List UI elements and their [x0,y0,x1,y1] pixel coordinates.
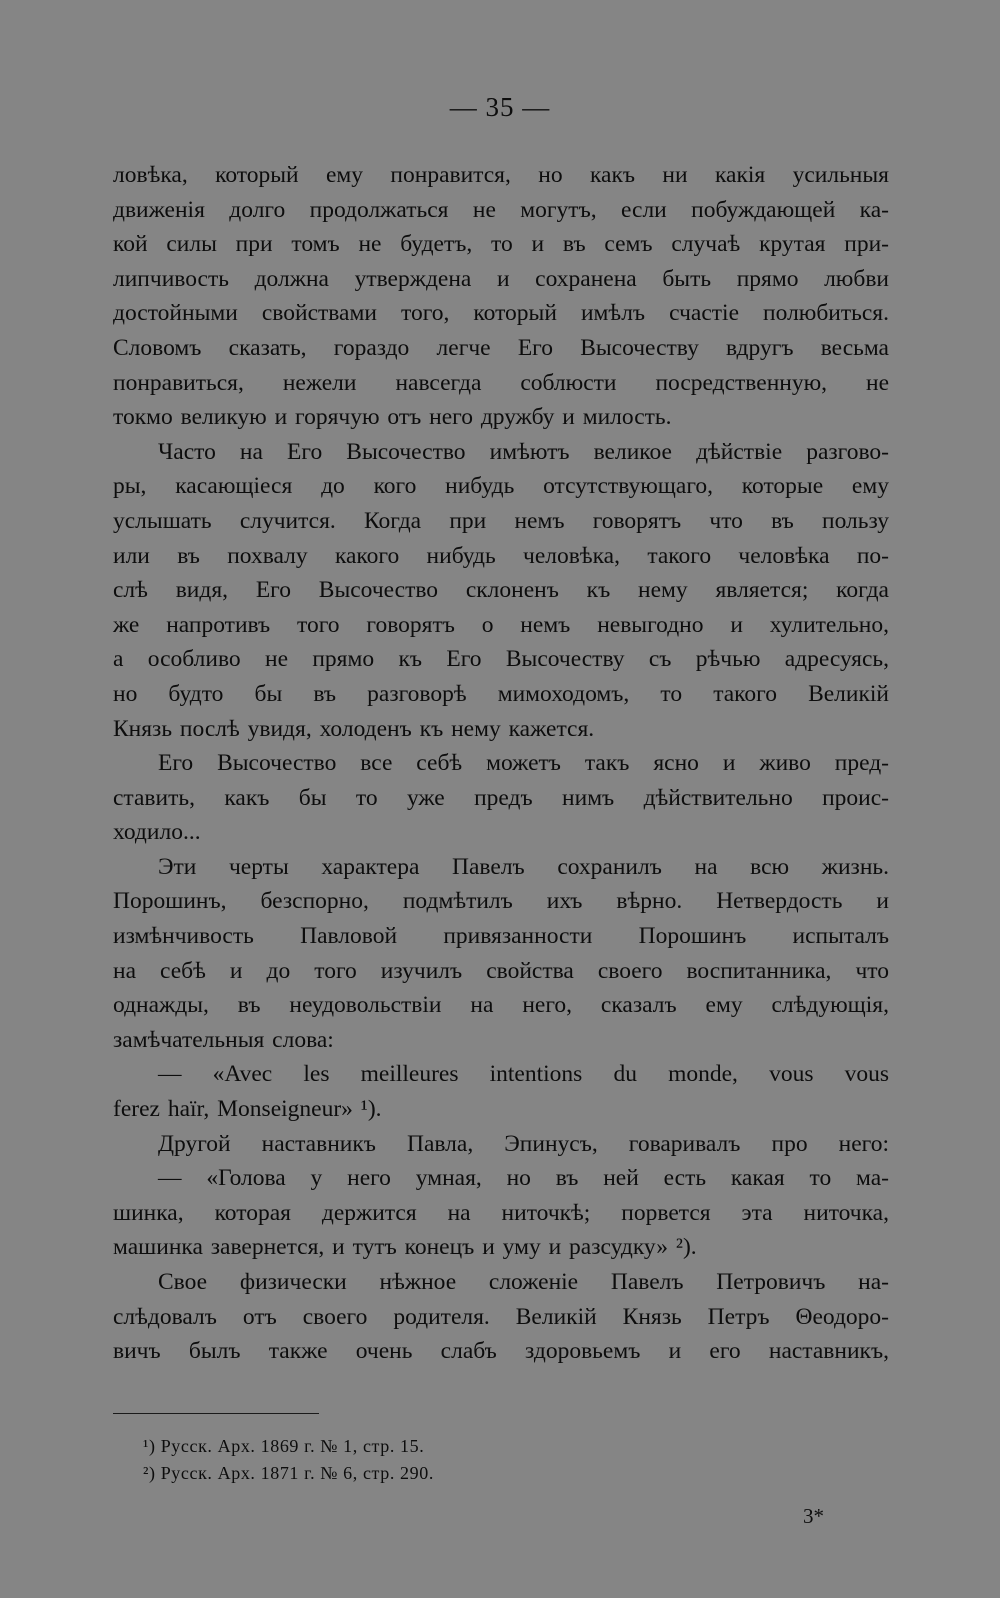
text-line: Князь послѣ увидя, холоденъ къ нему кажется. [113,715,595,742]
text-line: ставить, какъ бы то уже предъ нимъ дѣйствительно проис- [113,784,889,811]
text-line: замѣчательныя слова: [113,1026,334,1053]
text-line: движенія долго продолжаться не могутъ, если побуждающей ка- [113,196,889,223]
text-line: Часто на Его Высочество имѣютъ великое дѣйствіе разгово- [158,438,889,465]
paragraph [113,1161,889,1265]
footnote: ¹) Русск. Арх. 1869 г. № 1, стр. 15. [143,1436,425,1456]
text-line: ferez haïr, Monseigneur» ¹). [113,1096,382,1123]
text-line: липчивость должна утверждена и сохранена быть прямо любви [113,265,889,292]
paragraph [113,435,889,746]
paragraph [113,1057,889,1126]
text-line: на себѣ и до того изучилъ свойства своего воспитанника, что [113,957,889,984]
footnote-divider [113,1413,319,1414]
text-line: вичъ былъ также очень слабъ здоровьемъ и его наставникъ, [113,1338,889,1365]
text-line: Свое физически нѣжное сложеніе Павелъ Петровичъ на- [158,1269,889,1295]
text-line: Порошинъ, безспорно, подмѣтилъ ихъ вѣрно. Нетвердость и [113,888,889,915]
text-line: слѣ видя, Его Высочество склоненъ къ нему является; когда [113,577,889,604]
text-line: машинка завернется, и тутъ конецъ и уму и разсудку» ²). [113,1234,697,1261]
signature-mark: 3* [803,1504,824,1528]
text-line: а особливо не прямо къ Его Высочеству съ рѣчью адресуясь, [113,646,889,673]
text-line: же напротивъ того говорятъ о немъ невыгодно и хулительно, [113,611,889,638]
text-line: но будто бы въ разговорѣ мимоходомъ, то такого Великій [113,680,889,707]
footnote: ²) Русск. Арх. 1871 г. № 6, стр. 290. [143,1463,434,1483]
body-text [113,158,889,1369]
text-line: — «Голова у него умная, но въ ней есть какая то ма- [158,1165,889,1192]
text-line: шинка, которая держится на ниточкѣ; порвется эта ниточка, [113,1199,889,1226]
text-line: Словомъ сказать, гораздо легче Его Высочеству вдругъ весьма [113,334,889,361]
text-line: однажды, въ неудовольствіи на него, сказалъ ему слѣдующія, [113,992,889,1019]
paragraph [113,746,889,850]
paragraph [113,1127,889,1162]
text-line: понравиться, нежели навсегда соблюсти посредственную, не [113,369,889,396]
text-line: или въ похвалу какого нибудь человѣка, такого человѣка по- [113,542,889,569]
text-line: кой силы при томъ не будетъ, то и въ семъ случаѣ крутая при- [113,231,889,258]
page-number: — 35 — [449,92,551,122]
text-line: токмо великую и горячую отъ него дружбу и милость. [113,404,672,431]
text-line: достойными свойствами того, который имѣлъ счастіе полюбиться. [113,300,889,327]
text-line: услышать случится. Когда при немъ говорятъ что въ пользу [113,507,889,534]
text-line: слѣдовалъ отъ своего родителя. Великій Князь Петръ Θеодоро- [113,1303,889,1330]
text-line: ры, касающіеся до кого нибудь отсутствующаго, которые ему [113,473,889,500]
text-line: — «Avec les meilleures intentions du monde, vous vous [158,1061,889,1088]
text-line: измѣнчивость Павловой привязанности Порошинъ испыталъ [113,923,889,950]
text-line: Его Высочество все себѣ можетъ такъ ясно и живо пред- [158,750,889,777]
text-line: Эти черты характера Павелъ сохранилъ на всю жизнь. [158,853,889,880]
text-line: ловѣка, который ему понравится, но какъ ни какія усильныя [113,162,889,188]
paragraph [113,850,889,1058]
text-line: Другой наставникъ Павла, Эпинусъ, говаривалъ про него: [158,1130,889,1157]
paragraph [113,158,889,435]
paragraph [113,1265,889,1369]
text-line: ходило... [113,819,201,846]
footnotes [143,1433,434,1487]
